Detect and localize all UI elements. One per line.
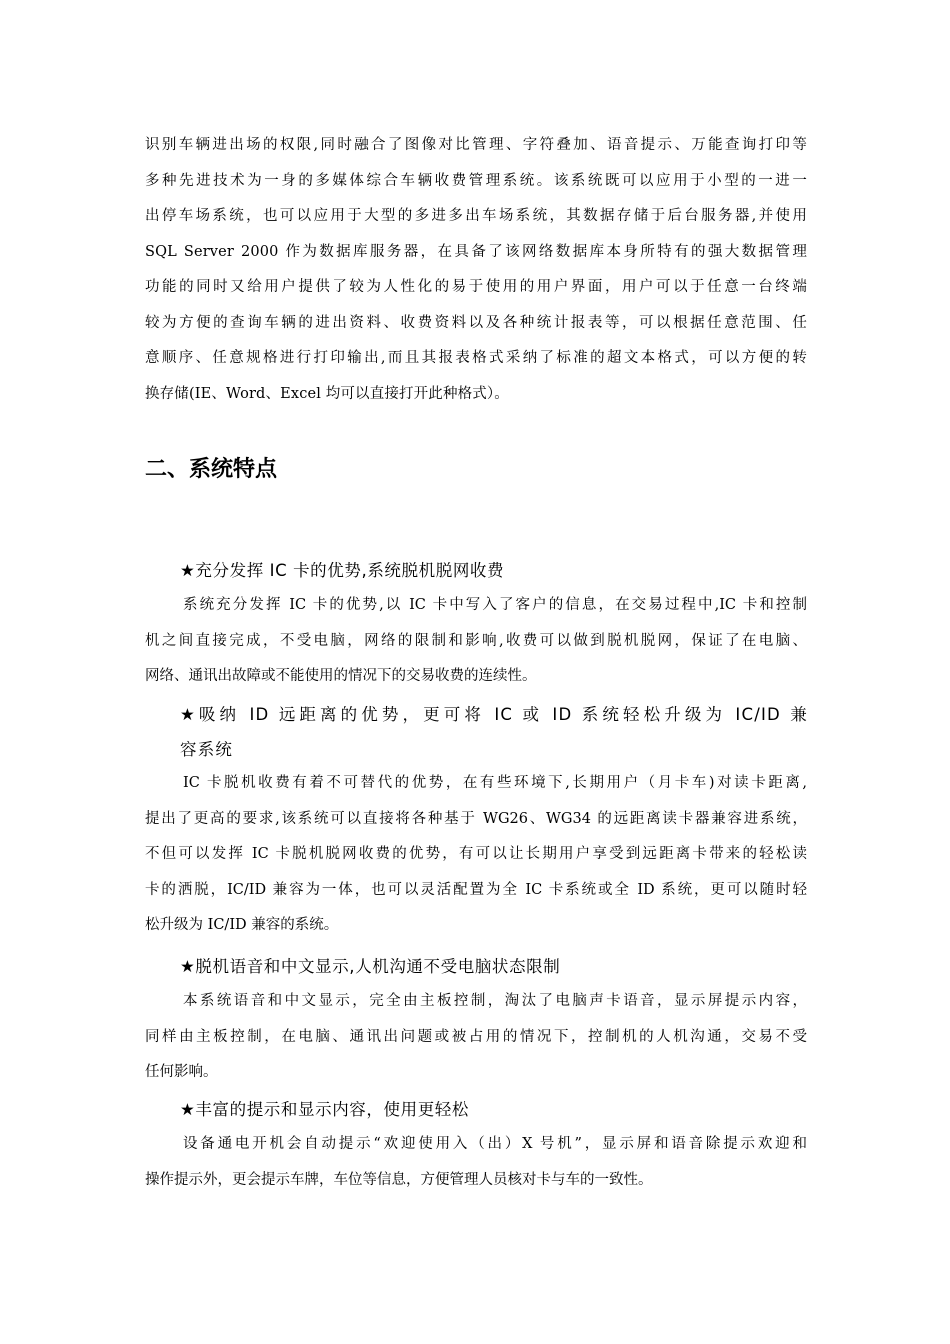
intro-line-1: 识别车辆进出场的权限,同时融合了图像对比管理、字符叠加、语音提示、万能查询打印等 <box>145 137 807 153</box>
feature-2-line-2: 提出了更高的要求,该系统可以直接将各种基于 WG26、WG34 的远距离读卡器兼容进系统， <box>145 810 807 827</box>
feature-2-line-1: IC 卡脱机收费有着不可替代的优势，在有些环境下,长期用户（月卡车)对读卡距离, <box>183 775 807 791</box>
feature-heading-2-line-1: ★吸纳 ID 远距离的优势，更可将 IC 或 ID 系统轻松升级为 IC/ID 兼 <box>180 705 808 724</box>
feature-3-line-3: 任何影响。 <box>145 1064 218 1080</box>
section-title: 二、系统特点 <box>145 457 278 482</box>
feature-heading-2 <box>180 697 808 767</box>
intro-line-3: 出停车场系统，也可以应用于大型的多进多出车场系统，其数据存储于后台服务器,并使用 <box>145 208 807 224</box>
feature-4-line-1: 设备通电开机会自动提示“欢迎使用入（出）X 号机”，显示屏和语音除提示欢迎和 <box>183 1136 807 1152</box>
feature-1-line-2: 机之间直接完成，不受电脑，网络的限制和影响,收费可以做到脱机脱网，保证了在电脑、 <box>145 632 807 649</box>
intro-line-8: 换存储(IE、Word、Excel 均可以直接打开此种格式）。 <box>145 385 509 402</box>
feature-4-line-2: 操作提示外，更会提示车牌，车位等信息，方便管理人员核对卡与车的一致性。 <box>145 1171 653 1188</box>
feature-heading-1: ★充分发挥 IC 卡的优势,系统脱机脱网收费 <box>180 561 505 580</box>
feature-2-line-5: 松升级为 IC/ID 兼容的系统。 <box>145 917 339 933</box>
intro-paragraph <box>145 128 807 412</box>
feature-heading-3: ★脱机语音和中文显示,人机沟通不受电脑状态限制 <box>180 957 561 976</box>
feature-body-1 <box>145 588 807 695</box>
intro-line-5: 功能的同时又给用户提供了较为人性化的易于使用的用户界面，用户可以于任意一台终端 <box>145 279 807 295</box>
feature-3-line-1: 本系统语音和中文显示，完全由主板控制，淘汰了电脑声卡语音，显示屏提示内容， <box>183 993 807 1009</box>
intro-line-2: 多种先进技术为一身的多媒体综合车辆收费管理系统。该系统既可以应用于小型的一进一 <box>145 172 807 189</box>
feature-body-4 <box>145 1127 807 1198</box>
feature-1-line-3: 网络、通讯出故障或不能使用的情况下的交易收费的连续性。 <box>145 668 537 684</box>
intro-line-7: 意顺序、任意规格进行打印输出,而且其报表格式采纳了标准的超文本格式，可以方便的转 <box>145 350 807 366</box>
feature-2-line-3: 不但可以发挥 IC 卡脱机脱网收费的优势，有可以让长期用户享受到远距离卡带来的轻松读 <box>145 846 807 862</box>
feature-3-line-2: 同样由主板控制，在电脑、通讯出问题或被占用的情况下，控制机的人机沟通，交易不受 <box>145 1028 807 1045</box>
feature-body-3 <box>145 984 807 1091</box>
feature-heading-4: ★丰富的提示和显示内容，使用更轻松 <box>180 1100 469 1119</box>
feature-1-line-1: 系统充分发挥 IC 卡的优势,以 IC 卡中写入了客户的信息，在交易过程中,IC 卡和控制 <box>183 597 807 613</box>
feature-2-line-4: 卡的洒脱，IC/ID 兼容为一体，也可以灵活配置为全 IC 卡系统或全 ID 系统，更可以随时轻 <box>145 881 807 898</box>
intro-line-6: 较为方便的查询车辆的进出资料、收费资料以及各种统计报表等，可以根据任意范围、任 <box>145 314 807 331</box>
feature-heading-2-line-2: 容系统 <box>180 740 234 759</box>
feature-body-2 <box>145 766 807 944</box>
intro-line-4: SQL Server 2000 作为数据库服务器，在具备了该网络数据库本身所特有的强大数据管理 <box>145 243 807 260</box>
